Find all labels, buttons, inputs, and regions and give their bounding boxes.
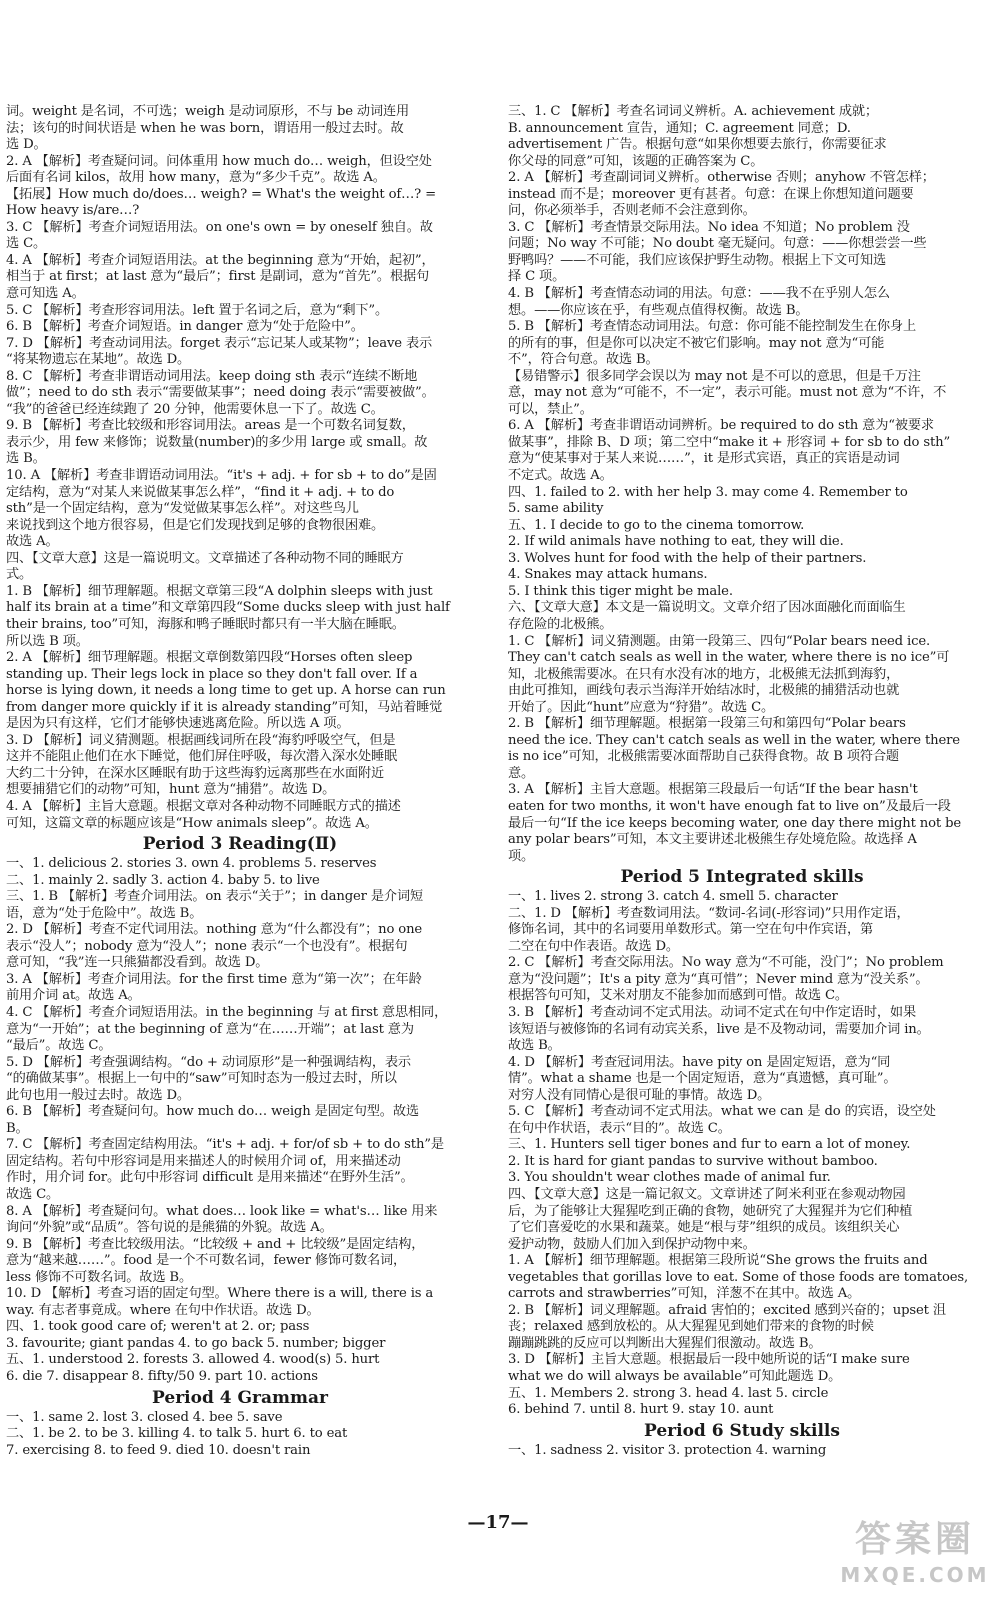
answer-line: 一、1. delicious 2. stories 3. own 4. problems 5. reserves [6, 856, 377, 872]
answer-line: 4. C 【解析】考查介词短语用法。in the beginning 与 at first 意思相同， [6, 1004, 448, 1020]
answer-line: 的所有的事，但是你可以决定不被它们影响。may not 意为“可能 [508, 335, 885, 351]
answer-line: 后面有名词 kilos，故用 how many，意为“多少千克”。故选 A。 [6, 170, 386, 186]
answer-line: They can't catch seals as well in the water, where there is no ice”可 [508, 650, 950, 666]
answer-line: 可以，禁止”。 [508, 401, 593, 417]
answer-line: 9. B 【解析】考查比较级用法。“比较级 + and + 比较级”是固定结构， [6, 1236, 425, 1252]
answer-line: 四、1. took good care of; weren't at 2. or; pass [6, 1319, 310, 1335]
answer-line: 意，may not 意为“可能不，不一定”，表示可能。must not 意为“不许，不 [508, 385, 947, 401]
watermark-main: 答案圈 [854, 1519, 975, 1560]
answer-line: 3. D 【解析】词义猜测题。根据画线词所在段“海豹呼吸空气，但是 [6, 732, 396, 748]
answer-line: 选 C。 [6, 236, 47, 252]
answer-line: 故选 A。 [6, 534, 59, 550]
answer-line: 想要捕猎它们的动物”可知，hunt 意为“捕猎”。故选 D。 [6, 782, 336, 798]
answer-line: 丧；relaxed 感到放松的。从大猩猩见到她们带来的食物的时候 [508, 1319, 874, 1335]
answer-line: 爱护动物，鼓励人们加入到保护动物中来。 [508, 1236, 756, 1252]
answer-line: 此句也用一般过去时。故选 D。 [6, 1087, 190, 1103]
answer-line: 意为“使某事对于某人来说……”，it 是形式宾语，真正的宾语是动词 [508, 451, 900, 467]
answer-line: 故选 C。 [6, 1187, 60, 1202]
answer-line: standing up. Their legs lock in place so they don't fall over. If a [6, 666, 418, 682]
answer-line: 二、1. be 2. to be 3. killing 4. to talk 5. hurt 6. to eat [6, 1426, 348, 1442]
answer-line: what we do will always be available”可知此题选 D。 [508, 1369, 842, 1385]
answer-line: 2. D 【解析】考查不定代词用法。nothing 意为“什么都没有”；no one [6, 922, 423, 938]
answer-line: 10. A 【解析】考查非谓语动词用法。“it's + adj. + for sb + to do”是固 [6, 468, 437, 484]
answer-line: 选 B。 [6, 451, 46, 467]
answer-line: 7. exercising 8. to feed 9. died 10. doesn't rain [6, 1442, 311, 1458]
answer-line: 4. A 【解析】主旨大意题。根据文章对各种动物不同睡眠方式的描述 [6, 798, 401, 814]
answer-line: 【易错警示】很多同学会误以为 may not 是不可以的意思，但是千万注 [508, 368, 921, 384]
answer-line: from danger more quickly if it is already standing”可知，马站着睡觉 [6, 699, 443, 715]
answer-line: 6. die 7. disappear 8. fifty/50 9. part 10. actions [6, 1369, 318, 1385]
answer-line: 三、1. Hunters sell tiger bones and fur to earn a lot of money. [508, 1137, 911, 1153]
answer-line: 存危险的北极熊。 [508, 616, 613, 632]
answer-line: 3. You shouldn't wear clothes made of animal fur. [508, 1170, 831, 1186]
answer-line: 情”。what a shame 也是一个固定短语，意为“真遗憾，真可耻”。 [508, 1071, 897, 1087]
left-column [6, 104, 474, 1459]
answer-line: 了它们喜爱吃的水果和蔬菜。她是“根与芽”组织的成员。该组织关心 [508, 1220, 900, 1236]
answer-line: 6. B 【解析】考查介词短语。in danger 意为“处于危险中”。 [6, 319, 364, 335]
answer-line: 4. Snakes may attack humans. [508, 567, 708, 583]
answer-line: 大约二十分钟，在深水区睡眠有助于这些海豹远离那些在水面附近 [6, 765, 385, 781]
section-heading: Period 5 Integrated skills [620, 867, 864, 888]
answer-line: 不定式。故选 A。 [508, 468, 613, 484]
answer-line: 前用介词 at。故选 A。 [6, 988, 141, 1004]
answer-line: 3. D 【解析】主旨大意题。根据最后一段中她所说的话“I make sure [508, 1352, 910, 1368]
answer-line: 作时，用介词 for。此句中形容词 difficult 是用来描述“在野外生活”。 [6, 1170, 414, 1186]
answer-line: 二、1. D 【解析】考查数词用法。“数词-名词(-形容词)”只用作定语， [508, 905, 910, 921]
answer-line: 意为“没问题”；It's a pity 意为“真可惜”；Never mind 意为“没关系”。 [508, 971, 929, 987]
answer-line: 5. I think this tiger might be male. [508, 583, 733, 599]
answer-line: 故选 B。 [508, 1038, 561, 1054]
answer-line: 1. A 【解析】细节理解题。根据第三段所说“She grows the fruits and [508, 1253, 928, 1269]
answer-line: 来说找到这个地方很容易，但是它们发现找到足够的食物很困难。 [6, 517, 385, 533]
section-heading: Period 4 Grammar [152, 1387, 328, 1408]
answer-line: 4. D 【解析】考查冠词用法。have pity on 是固定短语，意为“同 [508, 1054, 891, 1070]
answer-line: 选 D。 [6, 137, 47, 153]
answer-line: 五、1. Members 2. strong 3. head 4. last 5. circle [508, 1385, 829, 1401]
answer-line: 9. B 【解析】考查比较级和形容词用法。areas 是一个可数名词复数， [6, 418, 415, 434]
answer-line: “将某物遗忘在某地”。故选 D。 [6, 352, 191, 368]
answer-line: instead 而不是；moreover 更有甚者。句意：在课上你想知道问题要 [508, 186, 914, 202]
section-heading: Period 6 Study skills [644, 1420, 840, 1441]
answer-line: 8. C 【解析】考查非谓语动词用法。keep doing sth 表示“连续不断地 [6, 368, 418, 384]
answer-line: 10. D 【解析】考查习语的固定句型。Where there is a will, there is a [6, 1286, 434, 1302]
answer-line: 四、【文章大意】这是一篇记叙文。文章讲述了阿米利亚在参观动物园 [508, 1187, 906, 1202]
answer-line: 法；该句的时间状语是 when he was born，谓语用一般过去时。故 [6, 120, 404, 136]
answer-line: 这并不能阻止他们在水下睡觉，他们屏住呼吸，每次潜入深水处睡眠 [6, 749, 398, 765]
answer-line: 该短语与被修饰的名词有动宾关系，live 是不及物动词，需要加介词 in。 [508, 1021, 930, 1037]
answer-line: 项。 [508, 848, 535, 864]
answer-line: 相当于 at first；at last 意为“最后”；first 是副词，意为“首先”。根据句 [6, 269, 430, 285]
answer-line: 五、1. I decide to go to the cinema tomorrow. [508, 517, 805, 533]
answer-line: 固定结构。若句中形容词是用来描述人的时候用介词 of，用来描述动 [6, 1153, 401, 1169]
answer-line: 3. C 【解析】考查情景交际用法。No idea 不知道；No problem 没 [508, 219, 910, 235]
answer-line: 开始了。因此“hunt”应意为“狩猎”。故选 C。 [508, 699, 775, 715]
answer-line: 3. favourite; giant pandas 4. to go back 5. number; bigger [6, 1335, 386, 1351]
right-column [508, 104, 976, 1459]
answer-line: 2. A 【解析】细节理解题。根据文章倒数第四段“Horses often sleep [6, 650, 413, 666]
answer-line: 三、1. C 【解析】考查名词词义辨析。A. achievement 成就； [508, 104, 878, 119]
answer-line: 对穷人没有同情心是很可耻的事情。故选 D。 [508, 1087, 771, 1103]
answer-line: 8. A 【解析】考查疑问句。what does… look like = what's… like 用来 [6, 1203, 438, 1219]
answer-line: 5. D 【解析】考查强调结构。“do + 动词原形”是一种强调结构，表示 [6, 1054, 411, 1070]
answer-line: 二空在句中作表语。故选 D。 [508, 938, 679, 954]
answer-line: 3. B 【解析】考查动词不定式用法。动词不定式在句中作定语时，如果 [508, 1004, 916, 1020]
answer-line: “的确做某事”。根据上一句中的“saw”可知时态为一般过去时，所以 [6, 1071, 397, 1087]
answer-line: 2. B 【解析】词义理解题。afraid 害怕的；excited 感到兴奋的；upset 沮 [508, 1302, 946, 1318]
answer-line: advertisement 广告。根据句意“如果你想要去旅行，你需要征求 [508, 137, 887, 153]
answer-line: 1. C 【解析】词义猜测题。由第一段第三、四句“Polar bears need ice. [508, 633, 931, 649]
answer-line: 5. C 【解析】考查形容词用法。left 置于名词之后，意为“剩下”。 [6, 302, 389, 318]
answer-line: B. announcement 宣告，通知；C. agreement 同意；D. [508, 120, 851, 136]
answer-line: 五、1. understood 2. forests 3. allowed 4. wood(s) 5. hurt [6, 1352, 380, 1368]
answer-line: 一、1. sadness 2. visitor 3. protection 4. warning [508, 1442, 827, 1458]
answer-line: 3. C 【解析】考查介词短语用法。on one's own = by oneself 独自。故 [6, 219, 433, 235]
answer-line: 可知，这篇文章的标题应该是“How animals sleep”。故选 A。 [6, 815, 378, 831]
answer-line: 蹦蹦跳跳的反应可以判断出大猩猩们很激动。故选 B。 [508, 1335, 822, 1351]
answer-line: 3. Wolves hunt for food with the help of their partners. [508, 550, 867, 566]
answer-line: 六、【文章大意】本文是一篇说明文。文章介绍了因冰面融化而面临生 [508, 600, 906, 616]
answer-line: 表示少，用 few 来修饰；说数量(number)的多少用 large 或 small。故 [6, 434, 428, 450]
answer-line: 7. D 【解析】考查动词用法。forget 表示“忘记某人或某物”；leave 表示 [6, 335, 433, 351]
answer-line: 意。 [508, 765, 535, 781]
watermark-sub: MXQE.COM [840, 1563, 990, 1587]
answer-line: 5. C 【解析】考查动词不定式用法。what we can 是 do 的宾语，设空处 [508, 1104, 936, 1120]
answer-line: less 修饰不可数名词。故选 B。 [6, 1269, 192, 1285]
answer-line: 所以选 B 项。 [6, 633, 89, 649]
answer-line: How heavy is/are…? [6, 203, 140, 219]
answer-line: 做”；need to do sth 表示“需要做某事”；need doing 表示“需要被做”。 [6, 385, 435, 401]
answer-line: B。 [6, 1120, 29, 1136]
answer-line: 5. B 【解析】考查情态动词用法。句意：你可能不能控制发生在你身上 [508, 319, 916, 335]
answer-line: 1. B 【解析】细节理解题。根据文章第三段“A dolphin sleeps with just [6, 583, 433, 599]
answer-line: 一、1. lives 2. strong 3. catch 4. smell 5. character [508, 889, 838, 905]
section-heading: Period 3 Reading(Ⅱ) [142, 834, 338, 855]
answer-line: 词。weight 是名词，不可选；weigh 是动词原形，不与 be 动词连用 [6, 104, 410, 119]
answer-line: carrots and strawberries”可知，洋葱不在其中。故选 A。 [508, 1286, 861, 1302]
answer-line: 知，北极熊需要冰。在只有水没有冰的地方，北极熊无法抓到海豹， [508, 666, 900, 682]
answer-line: 4. B 【解析】考查情态动词的用法。句意：——我不在乎别人怎么 [508, 286, 890, 302]
answer-line: 问，你必须举手，否则老师不会注意到你。 [508, 203, 756, 219]
answer-line: 在句中作状语，表示“目的”。故选 C。 [508, 1120, 731, 1136]
answer-line: 意可知选 A。 [6, 286, 85, 302]
answer-line: any polar bears”可知，本文主要讲述北极熊生存处境危险。故选择 A [508, 832, 917, 848]
answer-line: their brains, too”可知，海豚和鸭子睡眠时都只有一半大脑在睡眠。 [6, 616, 405, 632]
answer-line: 意为“越来越……”。food 是一个不可数名词，fewer 修饰可数名词， [6, 1253, 407, 1269]
answer-line: 后，为了能够让大猩猩吃到正确的食物，她研究了大猩猩并为它们种植 [508, 1203, 913, 1219]
answer-line: 三、1. B 【解析】考查介词用法。on 表示“关于”；in danger 是介词短 [6, 889, 424, 905]
answer-line: 根据答句可知，艾米对朋友不能参加而感到可惜。故选 C。 [508, 988, 848, 1004]
answer-line: 2. It is hard for giant pandas to survive without bamboo. [508, 1153, 878, 1169]
answer-line: 做某事”，排除 B、D 项；第二空中“make it + 形容词 + for sb to do sth” [508, 434, 951, 450]
answer-line: 不”，符合句意。故选 B。 [508, 352, 659, 368]
answer-line: 是因为只有这样，它们才能够快速逃离危险。所以选 A 项。 [6, 716, 350, 732]
answer-line: 你父母的同意”可知，该题的正确答案为 C。 [508, 153, 764, 169]
answer-line: 二、1. mainly 2. sadly 3. action 4. baby 5. to live [6, 872, 320, 888]
answer-line: 式。 [6, 567, 33, 583]
answer-line: 2. B 【解析】细节理解题。根据第一段第三句和第四句“Polar bears [508, 716, 906, 732]
answer-line: 定结构，意为“对某人来说做某事怎么样”，“find it + adj. + to do [6, 484, 395, 500]
answer-line: sth”是一个固定结构，意为“发觉做某事怎么样”。对这些鸟儿 [6, 501, 359, 517]
answer-line: 4. A 【解析】考查介词短语用法。at the beginning 意为“开始，起初”， [6, 252, 435, 268]
answer-line: 2. A 【解析】考查疑问词。问体重用 how much do… weigh，但设空处 [6, 153, 432, 169]
answer-line: 6. B 【解析】考查疑问句。how much do… weigh 是固定句型。故选 [6, 1104, 419, 1120]
answer-line: vegetables that gorillas love to eat. Some of those foods are tomatoes, [508, 1269, 969, 1285]
answer-line: 询问“外貌”或“品质”。答句说的是熊猫的外貌。故选 A。 [6, 1220, 333, 1236]
answer-line: horse is lying down, it needs a long time to get up. A horse can run [6, 683, 446, 699]
answer-line: 意为“一开始”；at the beginning of 意为“在……开端”；at last 意为 [6, 1021, 414, 1037]
answer-line: 5. same ability [508, 501, 604, 517]
answer-line: is no ice”可知，北极熊需要冰面帮助自己获得食物。故 B 项符合题 [508, 749, 899, 765]
answer-line: 【拓展】How much do/does… weigh? = What's the weight of…? = [6, 186, 437, 202]
answer-line: need the ice. They can't catch seals as well in the water, where there [508, 732, 960, 748]
answer-line: way. 有志者事竟成。where 在句中作状语。故选 D。 [6, 1302, 320, 1318]
answer-line: 四、1. failed to 2. with her help 3. may come 4. Remember to [508, 484, 908, 500]
answer-line: eaten for two months, it won't have enough fat to live on”及最后一段 [508, 798, 951, 814]
answer-line: 最后一句“If the ice keeps becoming water, one day there might not be [508, 815, 962, 831]
answer-line: 7. C 【解析】考查固定结构用法。“it's + adj. + for/of sb + to do sth”是 [6, 1137, 444, 1153]
answer-line: 野鸭吗？——不可能，我们应该保护野生动物。根据上下文可知选 [508, 252, 887, 268]
answer-line: 修饰名词，其中的名词要用单数形式。第一空在句中作宾语，第 [508, 922, 874, 938]
answer-line: 6. behind 7. until 8. hurt 9. stay 10. aunt [508, 1402, 774, 1418]
answer-line: “最后”。故选 C。 [6, 1038, 112, 1054]
answer-line: 3. A 【解析】考查介词用法。for the first time 意为“第一次”；在年龄 [6, 971, 422, 987]
answer-line: 3. A 【解析】主旨大意题。根据第三段最后一句话“If the bear hasn't [508, 782, 918, 798]
answer-line: 想。——你应该在乎，有些观点值得权衡。故选 B。 [508, 302, 809, 318]
answer-line: 6. A 【解析】考查非谓语动词辨析。be required to do sth 意为“被要求 [508, 418, 934, 434]
answer-line: 择 C 项。 [508, 269, 566, 285]
answer-line: 由此可推知，画线句表示当海洋开始结冰时，北极熊的捕猎活动也就 [508, 683, 900, 699]
answer-line: 一、1. same 2. lost 3. closed 4. bee 5. save [6, 1409, 283, 1425]
answer-line: “我”的爸爸已经连续跑了 20 分钟，他需要休息一下了。故选 C。 [6, 401, 384, 417]
page-number: —17— [467, 1512, 529, 1533]
answer-line: 2. C 【解析】考查交际用法。No way 意为“不可能，没门”；No problem [508, 955, 944, 971]
watermark-logo [840, 1518, 990, 1592]
answer-line: 意可知，“我”连一只熊猫都没看到。故选 D。 [6, 955, 269, 971]
answer-line: half its brain at a time”和文章第四段“Some ducks sleep with just half [6, 600, 450, 616]
answer-line: 2. If wild animals have nothing to eat, they will die. [508, 534, 844, 550]
answer-line: 2. A 【解析】考查副词词义辨析。otherwise 否则；anyhow 不管怎样； [508, 170, 935, 186]
answer-line: 语，意为“处于危险中”。故选 B。 [6, 905, 203, 921]
answer-line: 表示“没人”；nobody 意为“没人”；none 表示“一个也没有”。根据句 [6, 938, 408, 954]
answer-line: 四、【文章大意】这是一篇说明文。文章描述了各种动物不同的睡眠方 [6, 550, 404, 566]
answer-line: 问题；No way 不可能；No doubt 毫无疑问。句意：——你想尝尝一些 [508, 236, 927, 252]
